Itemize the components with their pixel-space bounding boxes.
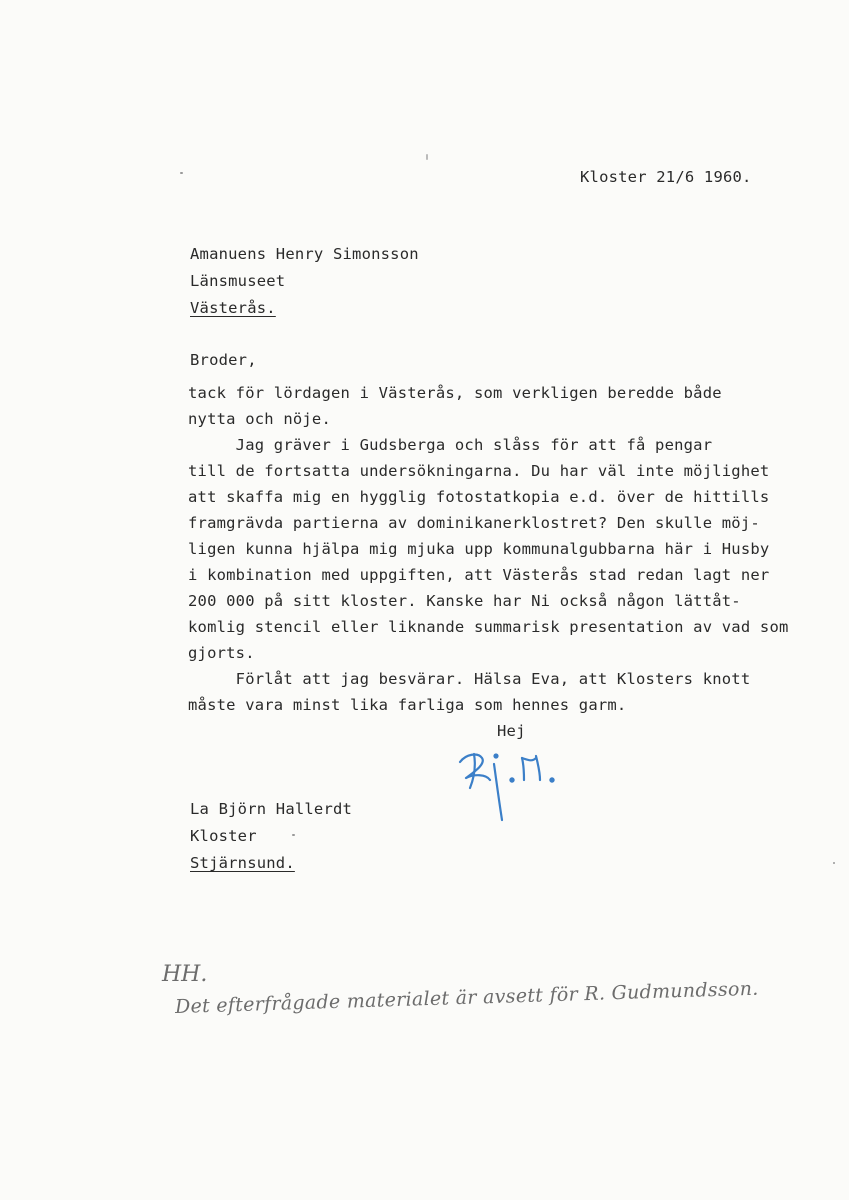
body-line: framgrävda partierna av dominikanerklostret? Den skulle möj- [188,514,760,532]
signature-image [452,744,572,824]
sender-name: La Björn Hallerdt [190,800,353,818]
sender-place: Kloster [190,827,257,845]
body-line: ligen kunna hjälpa mig mjuka upp kommunalgubbarna här i Husby [188,540,770,558]
recipient-city: Västerås. [190,299,276,317]
body-line: gjorts. [188,644,255,662]
recipient-institution: Länsmuseet [190,272,286,290]
body-line: Jag gräver i Gudsberga och slåss för att få pengar [188,436,713,454]
paper-speck [833,862,835,864]
handwritten-note: Det efterfrågade materialet är avsett för R. Gudmundsson. [174,977,759,1018]
sender-city: Stjärnsund. [190,854,295,872]
body-line: att skaffa mig en hygglig fotostatkopia e.d. över de hittills [188,488,770,506]
paper-speck [180,172,183,174]
salutation: Broder, [190,351,257,369]
closing: Hej [497,722,526,740]
body-line: i kombination med uppgiften, att Västerås stad redan lagt ner [188,566,770,584]
body-line: till de fortsatta undersökningarna. Du har väl inte möjlighet [188,462,770,480]
body-line: måste vara minst lika farliga som hennes garm. [188,696,627,714]
body-line: nytta och nöje. [188,410,331,428]
recipient-name: Amanuens Henry Simonsson [190,245,419,263]
paper-speck [292,834,295,836]
body-line: 200 000 på sitt kloster. Kanske har Ni också någon lättåt- [188,592,741,610]
handwritten-initials: HH. [162,962,208,987]
body-line: komlig stencil eller liknande summarisk presentation av vad som [188,618,789,636]
body-line: Förlåt att jag besvärar. Hälsa Eva, att Klosters knott [188,670,751,688]
place-date: Kloster 21/6 1960. [580,168,752,186]
paper-speck [426,154,428,160]
body-line: tack för lördagen i Västerås, som verkligen beredde både [188,384,722,402]
